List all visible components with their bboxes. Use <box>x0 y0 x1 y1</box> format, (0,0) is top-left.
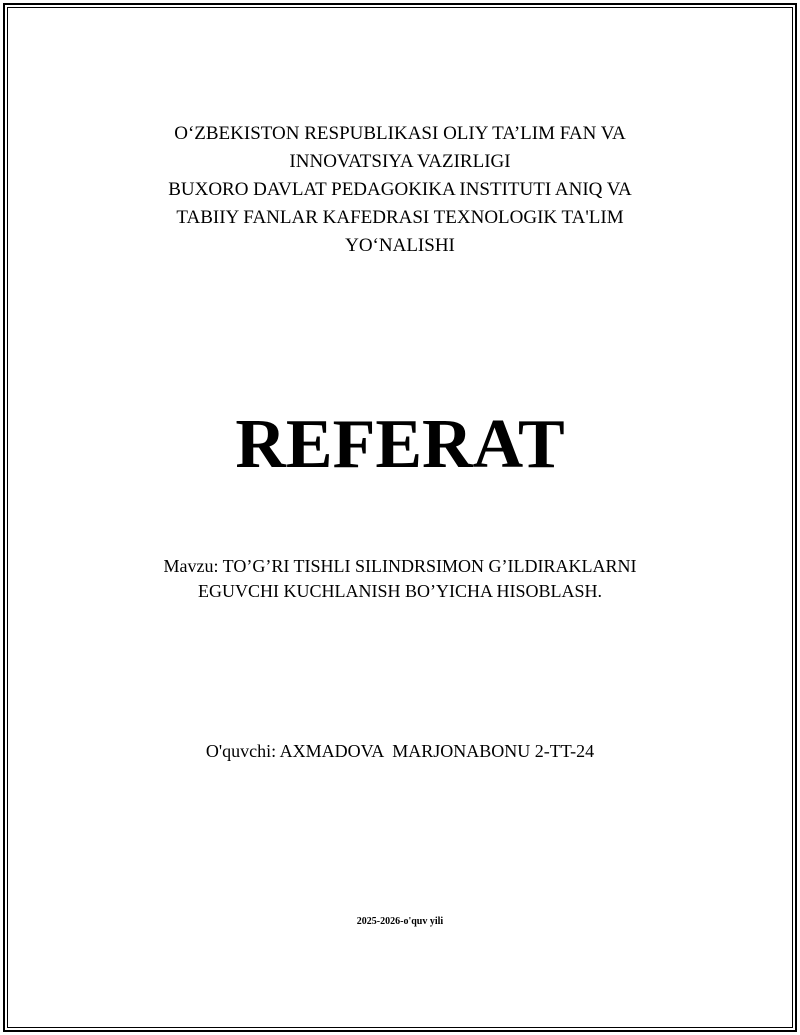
header-line-5: YO‘NALISHI <box>345 235 455 256</box>
ministry-header <box>0 120 800 260</box>
topic-line-1: Mavzu: TO’G’RI TISHLI SILINDRSIMON G’ILDIRAKLARNI <box>163 556 637 576</box>
header-line-2: INNOVATSIYA VAZIRLIGI <box>289 151 511 172</box>
header-line-1: O‘ZBEKISTON RESPUBLIKASI OLIY TA’LIM FAN VA <box>174 123 626 144</box>
student-name: O'quvchi: AXMADOVA MARJONABONU 2-TT-24 <box>205 741 595 761</box>
header-line-4: TABIIY FANLAR KAFEDRASI TEXNOLOGIK TA'LIM <box>176 207 624 228</box>
topic-block <box>0 554 800 604</box>
academic-year: 2025-2026-o'quv yili <box>356 916 444 927</box>
topic-line-2: EGUVCHI KUCHLANISH BO’YICHA HISOBLASH. <box>197 581 602 601</box>
document-title: REFERAT <box>235 406 565 483</box>
header-line-3: BUXORO DAVLAT PEDAGOKIKA INSTITUTI ANIQ VA <box>168 179 632 200</box>
